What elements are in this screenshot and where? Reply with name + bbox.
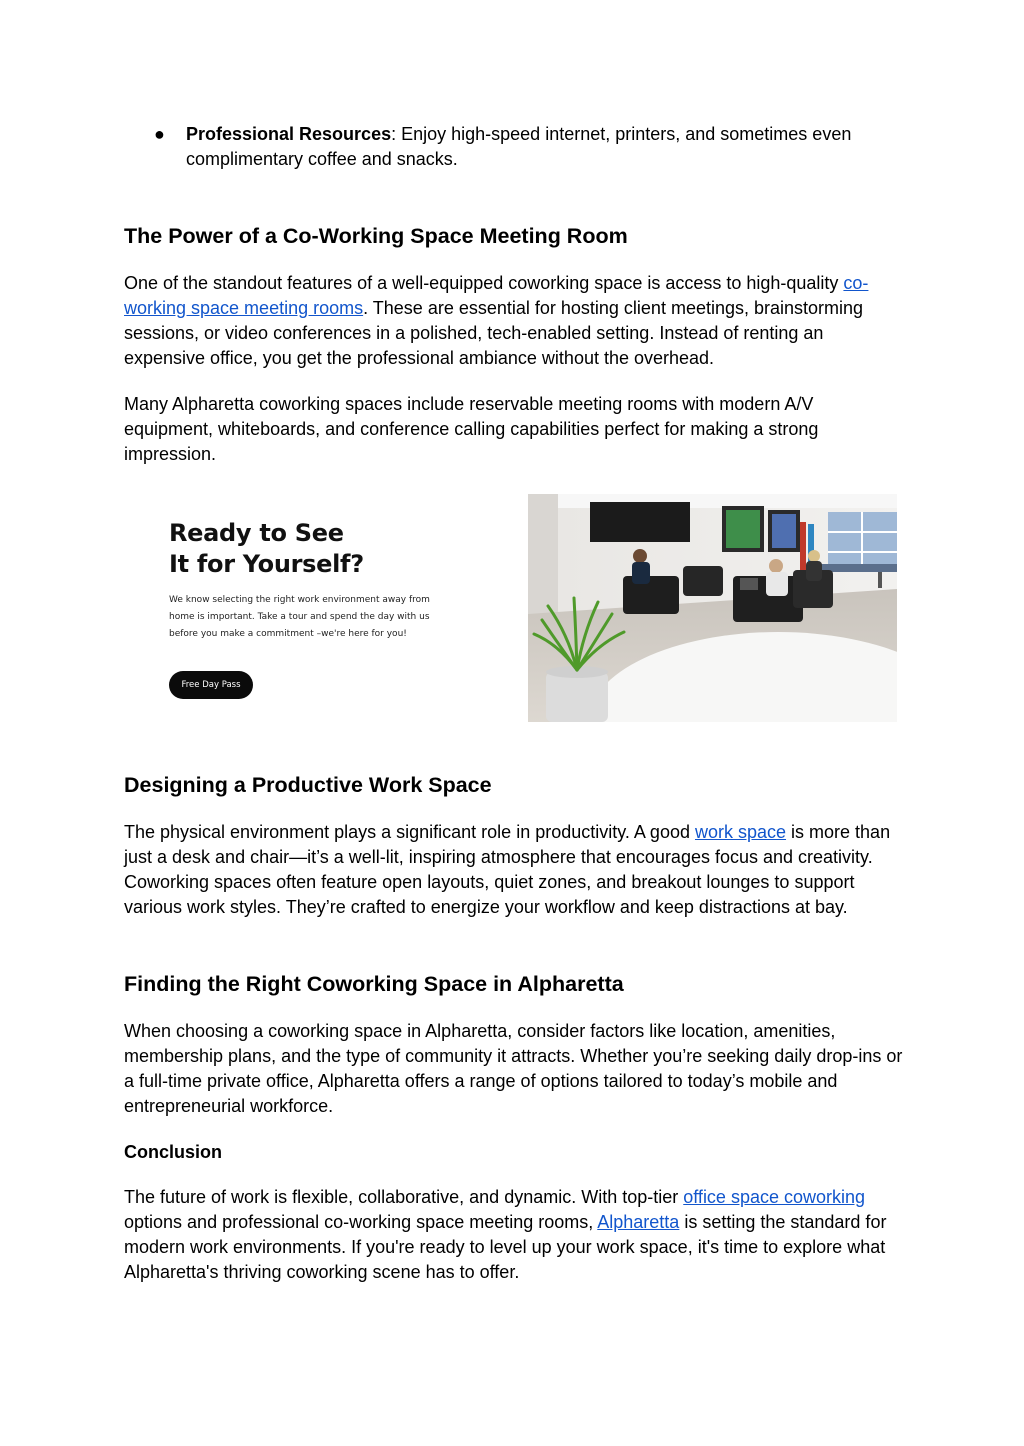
conclusion-heading: Conclusion bbox=[124, 1142, 222, 1162]
office-lounge-illustration bbox=[528, 494, 897, 722]
banner-description: We know selecting the right work environment away from home is important. Take a tour and spend the day with us before you make a commitment –we're here for you! bbox=[169, 595, 430, 639]
work-space-link[interactable]: work space bbox=[694, 822, 787, 842]
banner-title-line-1: Ready to See bbox=[169, 519, 344, 547]
text-run: is setting the standard for modern work environments. If you're ready to level up your work space, it's time to explore what Alpharetta's thriving coworking scene has to offer. bbox=[124, 1212, 887, 1282]
text-run: . These are essential for hosting client meetings, brainstorming sessions, or video conferences in a polished, tech-enabled setting. Instead of renting an expensive office, you get the professional ambiance without the overhead. bbox=[124, 298, 864, 368]
bullet-dot: ● bbox=[154, 124, 165, 144]
work-space-paragraph bbox=[124, 820, 904, 920]
office-lounge-photo bbox=[528, 494, 897, 722]
banner-title bbox=[169, 518, 364, 580]
section-heading-alpharetta: Finding the Right Coworking Space in Alpharetta bbox=[124, 972, 624, 996]
text-run: options and professional co-working space meeting rooms, bbox=[124, 1212, 598, 1232]
banner-text-panel bbox=[124, 494, 528, 722]
text-run: One of the standout features of a well-equipped coworking space is access to high-quality bbox=[124, 273, 844, 293]
bullet-item bbox=[154, 122, 914, 172]
free-day-pass-button[interactable]: Free Day Pass bbox=[169, 671, 253, 699]
alpharetta-link[interactable]: Alpharetta bbox=[597, 1212, 680, 1232]
meeting-room-paragraph-2: Many Alpharetta coworking spaces include reservable meeting rooms with modern A/V equipment, whiteboards, and conference calling capabilities perfect for making a strong impression. bbox=[124, 394, 819, 464]
conclusion-paragraph bbox=[124, 1185, 904, 1285]
bullet-description: : Enjoy high-speed internet, printers, and sometimes even complimentary coffee and snacks. bbox=[186, 124, 852, 169]
meeting-room-paragraph-1 bbox=[124, 271, 904, 371]
text-run: The future of work is flexible, collaborative, and dynamic. With top-tier bbox=[124, 1187, 684, 1207]
bullet-text bbox=[186, 122, 914, 172]
office-space-coworking-link[interactable]: office space coworking bbox=[683, 1187, 866, 1207]
banner-title-line-2: It for Yourself? bbox=[169, 550, 364, 578]
text-run: The physical environment plays a significant role in productivity. A good bbox=[124, 822, 695, 842]
alpharetta-paragraph: When choosing a coworking space in Alpharetta, consider factors like location, amenities, membership plans, and the type of community it attracts. Whether you’re seeking daily drop-ins or a full-time private office, Alpharetta offers a range of options tailored to today’s mobile and entrepreneurial workforce. bbox=[124, 1021, 903, 1116]
section-heading-work-space: Designing a Productive Work Space bbox=[124, 773, 492, 797]
bullet-bold-label: Professional Resources bbox=[186, 124, 392, 144]
section-heading-meeting-room: The Power of a Co-Working Space Meeting Room bbox=[124, 224, 628, 248]
text-run: is more than just a desk and chair—it’s a well-lit, inspiring atmosphere that encourages focus and creativity. Coworking spaces often feature open layouts, quiet zones, and breakout lounges to support various work styles. They’re crafted to energize your workflow and keep distractions at bay. bbox=[124, 822, 891, 917]
promo-banner-image bbox=[124, 494, 897, 722]
meeting-rooms-link[interactable]: co-working space meeting rooms bbox=[124, 273, 869, 318]
